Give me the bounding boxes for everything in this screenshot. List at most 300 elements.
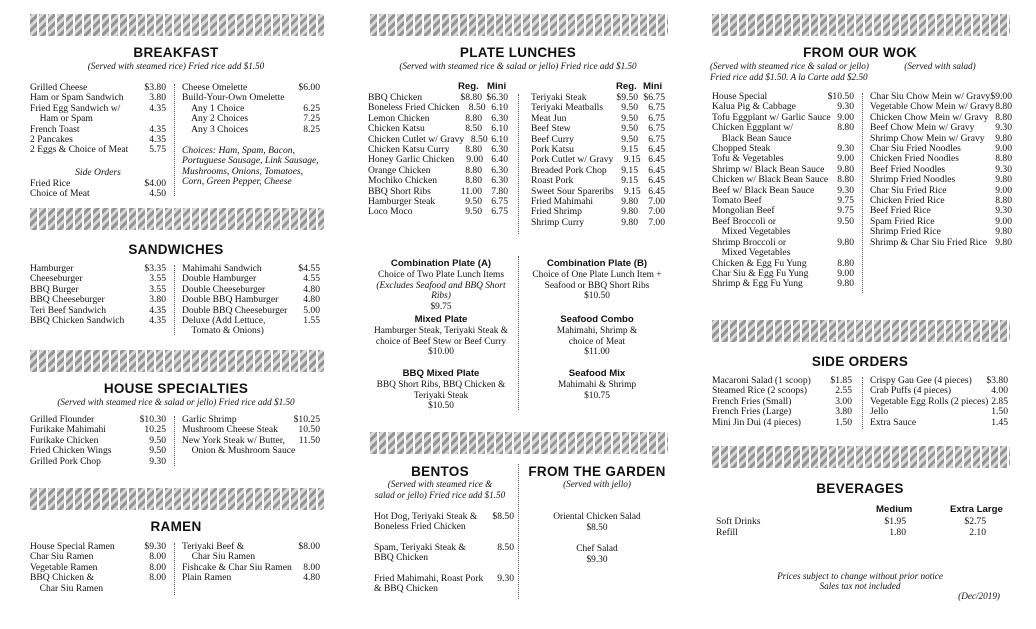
breakfast-list-left [30, 83, 166, 156]
menu-item [30, 584, 166, 594]
item-price: 9.00 [837, 153, 854, 165]
item-price-regular: 9.50 [621, 133, 638, 145]
item-name: Beef Stew [531, 123, 571, 135]
item-name: Beef Chow Mein w/ Gravy [870, 122, 975, 134]
extra-large-header: Extra Large [950, 504, 1003, 515]
item-name: Teri Beef Sandwich [30, 304, 107, 316]
item-price: 4.00 [991, 385, 1008, 397]
item-name: Mini Jin Dui (4 pieces) [712, 416, 801, 428]
item-price: 9.80 [837, 163, 854, 175]
item-name: Honey Garlic Chicken [368, 154, 455, 166]
item-price: 3.80 [149, 294, 166, 306]
item-name: Vegetable Chow Mein w/ Gravy [870, 101, 995, 113]
item-name: Loco Moco [368, 206, 413, 218]
wok-note-1: (Served with steamed rice & salad or jello) [710, 61, 869, 71]
item-name: BBQ Cheeseburger [30, 294, 105, 306]
item-name: Char Siu & Egg Fu Yung [712, 267, 809, 279]
item-name: Fried Mahimahi [531, 196, 594, 208]
footer-prices-note: Prices subject to change without prior notice [777, 571, 943, 581]
item-price-mini: 6.45 [648, 185, 665, 197]
item-price: 8.80 [995, 153, 1012, 165]
sandwiches-list-right [182, 264, 320, 337]
item-price: 9.30 [995, 122, 1012, 134]
item-price-regular: 8.80 [465, 144, 482, 156]
breakfast-list-right [182, 83, 320, 135]
decorative-band [710, 14, 1010, 36]
item-name: Furikake Chicken [30, 434, 99, 446]
bentos-note-1: (Served with steamed rice & [387, 479, 493, 489]
combo-title: Seafood Combo [560, 314, 634, 325]
beverage-medium-price: 1.80 [889, 526, 906, 538]
item-name: Chicken Katsu [368, 123, 425, 135]
reg-header-left: Reg. [458, 81, 479, 92]
item-name: Beef Broccoli or [712, 215, 776, 227]
beverage-name: Soft Drinks [716, 516, 761, 527]
decorative-band [368, 14, 668, 36]
decorative-band [710, 446, 1010, 468]
item-price: 9.75 [837, 205, 854, 217]
bentos-note-2: salad or jello) Fried rice add $1.50 [374, 490, 506, 500]
combo-title: Combination Plate (B) [546, 258, 648, 269]
item-name: Shrimp & Egg Fu Yung [712, 278, 803, 290]
item-price-mini: 6.75 [648, 123, 665, 135]
item-price-mini: 6.30 [491, 175, 508, 187]
item-price: $10.25 [293, 414, 320, 425]
item-price-regular: 9.50 [465, 206, 482, 218]
item-name: Tofu Eggplant w/ Garlic Sauce [712, 111, 831, 123]
menu-item [712, 418, 852, 428]
combo-line: Choice of Two Plate Lunch Items [378, 270, 504, 280]
footer-date: (Dec/2019) [958, 591, 1000, 601]
item-price: 9.80 [837, 236, 854, 248]
menu-item [712, 279, 854, 289]
item-name: Spam Fried Rice [870, 215, 935, 227]
item-name: Choice of Meat [30, 188, 90, 200]
item-price: $8.50 [586, 522, 608, 533]
combo-line: Choice of One Plate Lunch Item + [532, 270, 662, 280]
item-name: Pork Cutlet w/ Gravy [531, 154, 614, 166]
item-name: Pork Katsu [531, 144, 574, 156]
item-price: 9.80 [837, 278, 854, 290]
item-price: 7.25 [303, 113, 320, 125]
item-price: $1.85 [830, 375, 852, 386]
item-name: Grilled Flounder [30, 414, 95, 425]
item-name: Jello [870, 406, 889, 418]
item-name: Char Siu Fried Rice [870, 184, 947, 196]
bento-item [374, 543, 514, 564]
item-name: Fried Chicken Wings [30, 445, 112, 457]
item-name: Chopped Steak [712, 143, 771, 155]
item-price-regular: 9.15 [621, 144, 638, 156]
item-price: $3.35 [144, 263, 166, 274]
combo-price: $10.00 [428, 347, 454, 358]
item-name: Black Bean Sauce [712, 132, 792, 144]
item-price-mini: 6.10 [491, 102, 508, 114]
menu-item [182, 326, 320, 336]
item-name: Shrimp w/ Black Bean Sauce [712, 163, 825, 175]
beverage-large-price: $2.75 [964, 516, 986, 527]
plate-lunches-title: PLATE LUNCHES [459, 45, 577, 60]
item-name: Deluxe (Add Lettuce, [182, 315, 266, 327]
combo-price: $11.00 [584, 347, 610, 358]
wok-list-left [712, 92, 854, 290]
menu-item [30, 316, 166, 326]
item-name: Char Siu Fried Noodles [870, 143, 961, 155]
item-name: Beef Fried Rice [870, 205, 931, 217]
item-name: Mushroom Cheese Steak [182, 424, 278, 436]
item-price-mini: 6.30 [491, 164, 508, 176]
item-price: $6.00 [298, 82, 320, 93]
beverage-large-price: 2.10 [969, 526, 986, 538]
item-name: Teriyaki Steak [531, 92, 587, 103]
combo-line: choice of Meat [568, 336, 626, 347]
item-price-mini: 6.10 [491, 123, 508, 135]
item-price-mini: $6.75 [643, 92, 665, 103]
item-name: Shrimp Fried Noodles [870, 174, 956, 186]
item-price-mini: 6.75 [491, 206, 508, 218]
item-price: 4.55 [303, 273, 320, 285]
item-price: $8.50 [492, 511, 514, 522]
item-price: 3.55 [149, 283, 166, 295]
plate-lunches-note: (Served with steamed rice & salad or jello) Fried rice add $1.50 [399, 61, 637, 71]
decorative-band [28, 350, 324, 372]
menu-item [30, 145, 166, 155]
item-price-regular: 11.00 [460, 185, 482, 197]
item-price: 9.30 [837, 101, 854, 113]
item-name: Char Siu Chow Mein w/ Gravy [870, 91, 991, 102]
item-name: Double Hamburger [182, 273, 257, 285]
item-price: 9.50 [837, 215, 854, 227]
item-name: Double Cheeseburger [182, 283, 266, 295]
house-specialties-note: (Served with steamed rice & salad or jello) Fried rice add $1.50 [57, 397, 295, 407]
item-price-mini: 6.75 [648, 102, 665, 114]
item-price: 4.50 [149, 188, 166, 200]
combo-body [524, 380, 670, 401]
item-price-regular: 8.80 [465, 164, 482, 176]
item-price: 9.30 [995, 163, 1012, 175]
item-price-mini: 6.75 [648, 112, 665, 124]
item-price: 8.00 [303, 561, 320, 573]
item-name: BBQ Chicken & [30, 572, 94, 584]
item-price-mini: $6.30 [486, 92, 508, 103]
item-price: 9.50 [149, 434, 166, 446]
menu-item [182, 125, 320, 135]
item-name: BBQ Chicken Sandwich [30, 315, 125, 327]
item-price: 1.50 [991, 406, 1008, 418]
item-name: Orange Chicken [368, 164, 431, 176]
item-name: Onion & Mushroom Sauce [182, 445, 296, 457]
footer-tax-note: Sales tax not included [819, 581, 901, 591]
item-name-cont: & BBQ Chicken [374, 583, 438, 595]
item-name: Chicken Katsu Curry [368, 144, 450, 156]
item-price-regular: 9.15 [621, 175, 638, 187]
garden-item [524, 512, 670, 533]
item-price: 10.25 [144, 424, 166, 436]
item-price-regular: 9.80 [621, 206, 638, 218]
ramen-title: RAMEN [150, 519, 202, 534]
item-price-regular: 9.50 [465, 196, 482, 208]
item-name: Cheese Omelette [182, 82, 248, 93]
combo-body [524, 270, 670, 302]
menu-item [30, 457, 166, 467]
item-price: 3.80 [149, 92, 166, 104]
item-name: Double BBQ Cheeseburger [182, 304, 288, 316]
item-price-regular: 8.50 [470, 133, 488, 145]
item-name: House Special Ramen [30, 541, 115, 552]
garden-note: (Served with jello) [563, 479, 631, 489]
item-price-regular: 8.50 [465, 123, 482, 135]
breakfast-side-list [30, 179, 166, 200]
item-price-mini: 7.00 [648, 216, 665, 228]
combo-body [368, 326, 514, 358]
item-price: $10.30 [139, 414, 166, 425]
item-price-mini: 6.40 [491, 154, 508, 166]
item-name: Teriyaki Beef & [182, 541, 245, 552]
item-price: 8.80 [995, 111, 1012, 123]
side-orders-list-right [870, 376, 1008, 428]
item-price-regular: 9.15 [623, 154, 641, 166]
menu-item [870, 238, 1012, 248]
item-name: Boneless Fried Chicken [368, 102, 460, 114]
item-price: 4.35 [149, 102, 166, 114]
item-price: 2.85 [991, 395, 1008, 407]
combo-price: $10.75 [584, 390, 610, 401]
item-name: Vegetable Ramen [30, 561, 98, 573]
item-price-regular: 9.15 [621, 164, 638, 176]
item-price: $9.30 [586, 554, 608, 565]
item-price: 9.00 [995, 215, 1012, 227]
item-price: 4.80 [303, 572, 320, 584]
item-price: 8.00 [149, 551, 166, 563]
item-price: 9.80 [995, 174, 1012, 186]
item-price: 10.50 [298, 424, 320, 436]
combo-title: BBQ Mixed Plate [402, 368, 480, 379]
item-price-mini: 6.30 [491, 112, 508, 124]
plate-list-left [368, 93, 508, 218]
item-name: Mixed Vegetables [712, 226, 791, 238]
item-name: Beef Fried Noodles [870, 163, 946, 175]
garden-item [524, 544, 670, 565]
item-name: Tomato Beef [712, 195, 762, 207]
house-list-right [182, 415, 320, 457]
combo-line: choice of Beef Stew or Beef Curry [375, 336, 507, 347]
item-price: 5.00 [303, 304, 320, 316]
item-price-regular: 9.80 [621, 216, 638, 228]
item-price-regular: $8.80 [460, 92, 482, 103]
item-name: Shrimp Chow Mein w/ Gravy [870, 132, 985, 144]
item-price: 8.00 [149, 561, 166, 573]
item-name: Chicken Fried Noodles [870, 153, 959, 165]
item-name: Furikake Mahimahi [30, 424, 106, 436]
item-name: Chicken Chow Mein w/ Gravy [870, 111, 989, 123]
item-price: 1.55 [303, 315, 320, 327]
item-name: Tomato & Onions) [182, 325, 264, 337]
item-price: 3.00 [835, 395, 852, 407]
item-price: 9.30 [497, 573, 514, 584]
item-name: Beef Curry [531, 133, 574, 145]
item-name: Chicken Fried Rice [870, 195, 945, 207]
item-price: 9.80 [995, 236, 1012, 248]
item-price-regular: 9.80 [621, 196, 638, 208]
item-name: Mixed Vegetables [712, 247, 791, 259]
item-name: Hot Dog, Teriyaki Steak & [374, 511, 478, 522]
item-price: 6.25 [303, 102, 320, 114]
item-price: 9.30 [837, 143, 854, 155]
item-price-mini: 6.45 [648, 144, 665, 156]
item-price: $3.80 [986, 375, 1008, 386]
item-name: BBQ Chicken [368, 92, 423, 103]
combo-body [524, 326, 670, 358]
wok-note-2: (Served with salad) [904, 61, 976, 71]
sandwiches-list-left [30, 264, 166, 326]
bento-item [374, 574, 514, 595]
item-name: Shrimp & Char Siu Fried Rice [870, 236, 987, 248]
item-name: Shrimp Broccoli or [712, 236, 787, 248]
item-price: $3.80 [144, 82, 166, 93]
item-price: $9.00 [990, 91, 1012, 102]
item-price: 9.00 [837, 111, 854, 123]
item-price-mini: 7.00 [648, 196, 665, 208]
item-price: 8.50 [497, 542, 514, 553]
item-price: 4.35 [149, 134, 166, 146]
item-name: Macaroni Salad (1 scoop) [712, 375, 811, 386]
menu-item [182, 446, 320, 456]
item-price: 4.80 [303, 294, 320, 306]
item-name: French Toast [30, 123, 80, 135]
item-name: Mochiko Chicken [368, 175, 438, 187]
menu-item [30, 189, 166, 199]
menu-item [712, 248, 854, 258]
item-price-regular: 8.50 [468, 102, 486, 114]
item-price: 8.80 [837, 174, 854, 186]
item-name: BBQ Burger [30, 283, 79, 295]
item-price-mini: 6.45 [648, 175, 665, 187]
item-price: $9.30 [144, 541, 166, 552]
item-price-regular: 9.00 [466, 154, 484, 166]
item-name: Any 1 Choice [182, 102, 245, 114]
item-name: Fried Egg Sandwich w/ [30, 102, 121, 114]
item-price: 8.80 [995, 195, 1012, 207]
mini-header-left: Mini [487, 81, 507, 92]
beverage-medium-price: $1.95 [884, 516, 906, 527]
item-price: 8.25 [303, 123, 320, 135]
item-name-cont: Boneless Fried Chicken [374, 521, 466, 533]
combo-title: Combination Plate (A) [390, 258, 492, 269]
item-price-mini: 6.45 [648, 164, 665, 176]
item-name: Chicken & Egg Fu Yung [712, 257, 807, 269]
item-name: New York Steak w/ Butter, [182, 434, 286, 446]
medium-header: Medium [876, 504, 913, 515]
item-name: Any 2 Choices [182, 113, 249, 125]
item-price: 8.80 [837, 257, 854, 269]
item-name: Crispy Gau Gee (4 pieces) [870, 375, 972, 386]
garden-title: FROM THE GARDEN [528, 464, 666, 479]
combo-price: $10.50 [428, 401, 454, 412]
menu-item [531, 218, 665, 228]
item-price: $4.55 [298, 263, 320, 274]
item-name: Extra Sauce [870, 416, 917, 428]
wok-note-3: Fried rice add $1.50. A la Carte add $2.50 [710, 72, 868, 82]
item-price: 8.00 [149, 572, 166, 584]
item-price: 9.30 [995, 205, 1012, 217]
item-name: Steamed Rice (2 scoops) [712, 385, 808, 397]
ramen-list-left [30, 542, 166, 594]
combo-line: Teriyaki Steak [413, 390, 469, 401]
decorative-band [28, 488, 324, 510]
item-name: Fried Rice [30, 178, 71, 189]
item-name: Build-Your-Own Omelette [182, 92, 285, 104]
item-price: 5.75 [149, 144, 166, 156]
item-name: House Special [712, 91, 768, 102]
item-name: Hamburger Steak [368, 196, 436, 208]
item-name: Chef Salad [576, 544, 618, 554]
decorative-band [710, 320, 1010, 342]
item-price: 2.55 [835, 385, 852, 397]
item-name: Tofu & Vegetables [712, 153, 784, 165]
side-orders-label: Side Orders [75, 167, 121, 178]
item-price-mini: 6.75 [648, 133, 665, 145]
item-name: Crab Puffs (4 pieces) [870, 385, 952, 397]
item-name: Ham or Spam Sandwich [30, 92, 124, 104]
item-name: 2 Pancakes [30, 134, 73, 146]
item-name: Garlic Shrimp [182, 414, 237, 425]
item-name: Fried Shrimp [531, 206, 582, 218]
item-price: 9.80 [995, 132, 1012, 144]
item-name: Fishcake & Char Siu Ramen [182, 561, 292, 573]
item-price: 9.75 [837, 195, 854, 207]
house-specialties-title: HOUSE SPECIALTIES [103, 381, 249, 396]
combo-note: (Excludes Seafood and BBQ Short Ribs) [376, 280, 506, 302]
item-name: Mahimahi Sandwich [182, 263, 262, 274]
combo-body [368, 380, 514, 412]
ramen-list-right [182, 542, 320, 584]
item-price: $4.00 [144, 178, 166, 189]
item-price: 9.30 [837, 184, 854, 196]
item-name: Teriyaki Meatballs [531, 102, 604, 114]
item-name: BBQ Short Ribs [368, 185, 431, 197]
item-price: 9.30 [149, 455, 166, 467]
item-price-mini: 7.80 [491, 185, 508, 197]
reg-header-right: Reg. [616, 81, 637, 92]
item-price: 9.80 [995, 226, 1012, 238]
item-price: 4.35 [149, 315, 166, 327]
bentos-title: BENTOS [411, 464, 469, 479]
bento-item [374, 512, 514, 533]
item-name: Spam, Teriyaki Steak & [374, 542, 466, 553]
sandwiches-title: SANDWICHES [128, 242, 224, 257]
breakfast-choices: Choices: Ham, Spam, Bacon, Portuguese Sausage, Link Sausage, Mushrooms, Onions, Tomatoes, Corn, Green Pepper, Cheese [182, 145, 319, 188]
item-price: $10.50 [827, 91, 854, 102]
item-price: 4.35 [149, 304, 166, 316]
item-price: 4.80 [303, 283, 320, 295]
combo-price: $10.50 [584, 291, 610, 302]
item-name: Ham or Spam [30, 113, 93, 125]
combo-line: Mahimahi & Shrimp [557, 380, 637, 390]
combo-line: Seafood or BBQ Short Ribs [544, 280, 650, 291]
item-price-regular: $9.50 [616, 92, 638, 103]
item-price: 9.00 [837, 267, 854, 279]
item-name: Any 3 Choices [182, 123, 249, 135]
item-price-regular: 9.50 [621, 123, 638, 135]
item-price-mini: 6.75 [491, 196, 508, 208]
beverage-name: Refill [716, 526, 738, 538]
item-name: Chicken Cutlet w/ Gravy [368, 133, 465, 145]
combo-title: Seafood Mix [568, 368, 626, 379]
side-orders-list-left [712, 376, 852, 428]
item-name: Shrimp Fried Rice [870, 226, 941, 238]
item-name: Sweet Sour Spareribs [531, 185, 614, 197]
item-price: 9.50 [149, 445, 166, 457]
